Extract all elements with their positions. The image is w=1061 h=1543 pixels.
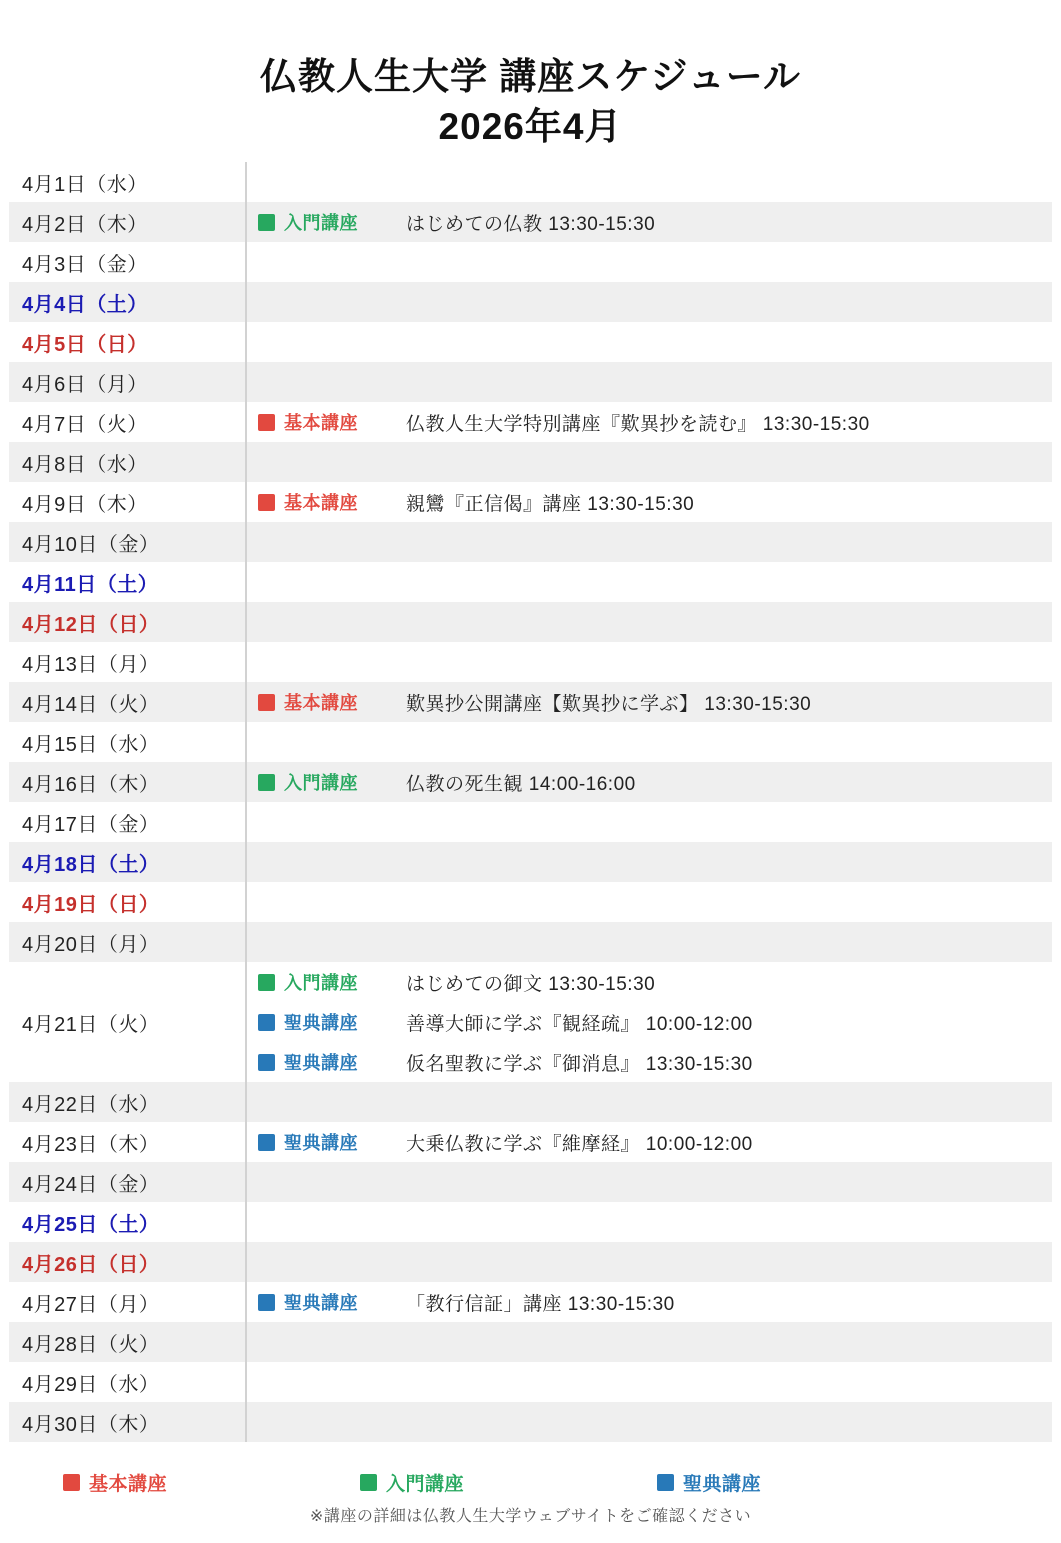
schedule-row	[9, 562, 1052, 602]
category-square-icon	[360, 1474, 377, 1491]
category-label: 聖典講座	[284, 1013, 358, 1033]
events-cell	[245, 922, 1052, 962]
event-title: 大乗仏教に学ぶ『維摩経』 10:00-12:00	[406, 1133, 753, 1155]
category-square-icon	[258, 1294, 275, 1311]
date-label: 4月8日（水）	[22, 453, 148, 476]
events-cell	[245, 1362, 1052, 1402]
schedule-row	[9, 402, 1052, 442]
date-label: 4月9日（木）	[22, 493, 148, 516]
schedule-row	[9, 882, 1052, 922]
date-label: 4月6日（月）	[22, 373, 148, 396]
event-item	[258, 1282, 1052, 1322]
date-label: 4月28日（火）	[22, 1333, 160, 1356]
events-cell	[245, 202, 1052, 242]
date-label: 4月29日（水）	[22, 1373, 160, 1396]
date-label: 4月22日（水）	[22, 1093, 160, 1116]
events-cell	[245, 362, 1052, 402]
schedule-row	[9, 922, 1052, 962]
event-title: はじめての御文 13:30-15:30	[406, 973, 656, 995]
events-cell	[245, 522, 1052, 562]
date-label: 4月21日（火）	[22, 1013, 160, 1036]
events-cell	[245, 762, 1052, 802]
schedule-row	[9, 602, 1052, 642]
date-label: 4月16日（木）	[22, 773, 160, 796]
category-square-icon	[258, 1014, 275, 1031]
legend-label: 入門講座	[386, 1474, 465, 1495]
events-cell	[245, 642, 1052, 682]
events-cell	[245, 482, 1052, 522]
event-title: はじめての仏教 13:30-15:30	[406, 213, 656, 235]
legend-item	[63, 1469, 360, 1496]
category-label: 基本講座	[284, 493, 358, 513]
date-label: 4月25日（土）	[22, 1213, 160, 1236]
events-cell	[245, 1162, 1052, 1202]
schedule-row	[9, 482, 1052, 522]
category-label: 聖典講座	[284, 1293, 358, 1313]
events-cell	[245, 402, 1052, 442]
events-cell	[245, 322, 1052, 362]
date-label: 4月20日（月）	[22, 933, 160, 956]
schedule-row	[9, 1082, 1052, 1122]
events-cell	[245, 1242, 1052, 1282]
legend-label: 基本講座	[89, 1474, 168, 1495]
date-label: 4月14日（火）	[22, 693, 160, 716]
date-label: 4月4日（土）	[22, 293, 148, 316]
event-title: 親鸞『正信偈』講座 13:30-15:30	[406, 493, 695, 515]
page-title: 仏教人生大学 講座スケジュール	[259, 56, 802, 97]
event-item	[258, 1042, 1052, 1082]
schedule-row	[9, 522, 1052, 562]
category-square-icon	[258, 214, 275, 231]
event-title: 「教行信証」講座 13:30-15:30	[406, 1293, 675, 1315]
legend-label: 聖典講座	[683, 1474, 762, 1495]
schedule-row	[9, 802, 1052, 842]
events-cell	[245, 602, 1052, 642]
events-cell	[245, 442, 1052, 482]
events-cell	[245, 1082, 1052, 1122]
events-cell	[245, 842, 1052, 882]
category-label: 入門講座	[284, 213, 358, 233]
date-label: 4月26日（日）	[22, 1253, 160, 1276]
event-item	[258, 762, 1052, 802]
events-cell	[245, 562, 1052, 602]
schedule-row	[9, 642, 1052, 682]
date-label: 4月27日（月）	[22, 1293, 160, 1316]
events-cell	[245, 682, 1052, 722]
schedule-row	[9, 202, 1052, 242]
date-label: 4月11日（土）	[22, 573, 159, 596]
schedule-row	[9, 1122, 1052, 1162]
category-label: 聖典講座	[284, 1133, 358, 1153]
events-cell	[245, 1202, 1052, 1242]
category-square-icon	[657, 1474, 674, 1491]
schedule-row	[9, 1322, 1052, 1362]
schedule-row	[9, 962, 1052, 1082]
event-title: 歎異抄公開講座【歎異抄に学ぶ】 13:30-15:30	[406, 693, 812, 715]
footer-note: ※講座の詳細は仏教人生大学ウェブサイトをご確認ください	[309, 1508, 752, 1525]
event-item	[258, 1002, 1052, 1042]
schedule-row	[9, 1362, 1052, 1402]
date-label: 4月10日（金）	[22, 533, 160, 556]
schedule-row	[9, 762, 1052, 802]
schedule-row	[9, 1402, 1052, 1442]
legend-item	[657, 1469, 954, 1496]
event-item	[258, 962, 1052, 1002]
date-label: 4月18日（土）	[22, 853, 160, 876]
category-square-icon	[258, 494, 275, 511]
event-item	[258, 482, 1052, 522]
events-cell	[245, 962, 1052, 1082]
event-item	[258, 682, 1052, 722]
category-label: 聖典講座	[284, 1053, 358, 1073]
events-cell	[245, 882, 1052, 922]
category-square-icon	[258, 694, 275, 711]
date-label: 4月19日（日）	[22, 893, 160, 916]
schedule-row	[9, 442, 1052, 482]
date-label: 4月1日（水）	[22, 173, 148, 196]
events-cell	[245, 282, 1052, 322]
legend	[0, 1469, 1061, 1496]
category-square-icon	[258, 1134, 275, 1151]
schedule-row	[9, 1202, 1052, 1242]
events-cell	[245, 242, 1052, 282]
date-label: 4月15日（水）	[22, 733, 160, 756]
date-label: 4月17日（金）	[22, 813, 160, 836]
date-label: 4月5日（日）	[22, 333, 148, 356]
schedule-table	[0, 162, 1061, 1442]
events-cell	[245, 1322, 1052, 1362]
date-label: 4月2日（木）	[22, 213, 148, 236]
legend-item	[360, 1469, 657, 1496]
page-header	[0, 0, 1061, 162]
category-label: 基本講座	[284, 693, 358, 713]
events-cell	[245, 1282, 1052, 1322]
category-square-icon	[258, 414, 275, 431]
date-label: 4月30日（木）	[22, 1413, 160, 1436]
schedule-row	[9, 722, 1052, 762]
event-title: 善導大師に学ぶ『観経疏』 10:00-12:00	[406, 1013, 753, 1035]
schedule-row	[9, 242, 1052, 282]
category-square-icon	[258, 1054, 275, 1071]
schedule-row	[9, 322, 1052, 362]
events-cell	[245, 1402, 1052, 1442]
schedule-row	[9, 1162, 1052, 1202]
page-subtitle-month: 2026年4月	[438, 106, 623, 147]
category-label: 基本講座	[284, 413, 358, 433]
category-square-icon	[258, 974, 275, 991]
event-item	[258, 1122, 1052, 1162]
date-label: 4月12日（日）	[22, 613, 160, 636]
date-label: 4月24日（金）	[22, 1173, 160, 1196]
schedule-row	[9, 162, 1052, 202]
category-square-icon	[258, 774, 275, 791]
schedule-row	[9, 1282, 1052, 1322]
date-label: 4月23日（木）	[22, 1133, 160, 1156]
schedule-row	[9, 682, 1052, 722]
events-cell	[245, 1122, 1052, 1162]
category-label: 入門講座	[284, 773, 358, 793]
schedule-row	[9, 842, 1052, 882]
date-label: 4月13日（月）	[22, 653, 160, 676]
events-cell	[245, 802, 1052, 842]
date-label: 4月7日（火）	[22, 413, 148, 436]
category-label: 入門講座	[284, 973, 358, 993]
events-cell	[245, 722, 1052, 762]
event-title: 仮名聖教に学ぶ『御消息』 13:30-15:30	[406, 1053, 753, 1075]
schedule-row	[9, 282, 1052, 322]
schedule-row	[9, 362, 1052, 402]
event-title: 仏教人生大学特別講座『歎異抄を読む』 13:30-15:30	[406, 413, 870, 435]
category-square-icon	[63, 1474, 80, 1491]
events-cell	[245, 162, 1052, 202]
date-label: 4月3日（金）	[22, 253, 148, 276]
event-item	[258, 202, 1052, 242]
schedule-row	[9, 1242, 1052, 1282]
event-item	[258, 402, 1052, 442]
event-title: 仏教の死生観 14:00-16:00	[406, 773, 636, 795]
